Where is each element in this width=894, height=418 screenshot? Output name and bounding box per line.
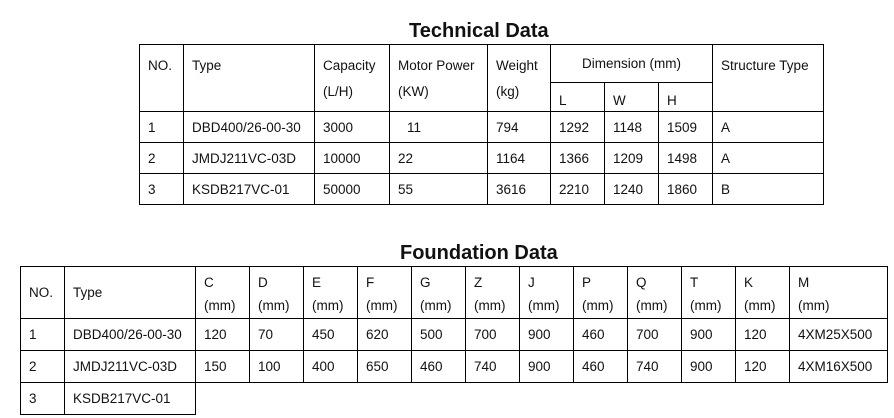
cell-w: 1209 bbox=[605, 143, 659, 174]
cell-motor: 11 bbox=[390, 112, 488, 143]
cell-type: DBD400/26-00-30 bbox=[65, 319, 196, 351]
technical-data-table bbox=[139, 44, 824, 205]
header-col-unit: (mm) bbox=[690, 298, 722, 313]
cell-p: 460 bbox=[574, 351, 628, 383]
cell-l: 1292 bbox=[551, 112, 605, 143]
header-type: Type bbox=[184, 45, 315, 112]
cell-z: 740 bbox=[466, 351, 520, 383]
header-col-label: Q bbox=[636, 275, 647, 290]
header-col-d bbox=[250, 267, 304, 319]
foundation-header-row bbox=[21, 267, 888, 319]
technical-data-title: Technical Data bbox=[409, 20, 549, 42]
header-col-label: T bbox=[690, 275, 699, 290]
header-dimension: Dimension (mm) bbox=[551, 45, 713, 83]
cell-w: 1148 bbox=[605, 112, 659, 143]
cell-f: 620 bbox=[358, 319, 412, 351]
cell-p: 460 bbox=[574, 319, 628, 351]
header-col-j bbox=[520, 267, 574, 319]
header-no: NO. bbox=[21, 267, 65, 319]
header-col-p bbox=[574, 267, 628, 319]
cell-c: 150 bbox=[196, 351, 250, 383]
header-col-t bbox=[682, 267, 736, 319]
cell-type: JMDJ211VC-03D bbox=[184, 143, 315, 174]
header-type: Type bbox=[65, 267, 196, 319]
header-col-q bbox=[628, 267, 682, 319]
cell-t: 900 bbox=[682, 319, 736, 351]
header-col-m bbox=[790, 267, 888, 319]
cell-k: 120 bbox=[736, 319, 790, 351]
header-weight-unit: (kg) bbox=[496, 84, 520, 99]
cell-d: 100 bbox=[250, 351, 304, 383]
cell-no: 2 bbox=[21, 351, 65, 383]
header-motor-power: Motor Power (KW) bbox=[390, 45, 488, 112]
header-col-unit: (mm) bbox=[744, 298, 776, 313]
header-col-unit: (mm) bbox=[312, 298, 344, 313]
header-col-unit: (mm) bbox=[420, 298, 452, 313]
header-capacity-unit: (L/H) bbox=[323, 84, 353, 99]
cell-no: 2 bbox=[140, 143, 184, 174]
table-row bbox=[140, 174, 824, 205]
header-col-unit: (mm) bbox=[798, 298, 830, 313]
header-dim-w: W bbox=[605, 83, 659, 112]
header-col-label: M bbox=[798, 275, 810, 290]
cell-type: DBD400/26-00-30 bbox=[184, 112, 315, 143]
cell-e: 400 bbox=[304, 351, 358, 383]
cell-w: 1240 bbox=[605, 174, 659, 205]
cell-weight: 794 bbox=[488, 112, 551, 143]
foundation-data-title: Foundation Data bbox=[400, 242, 558, 264]
cell-j: 900 bbox=[520, 351, 574, 383]
header-col-unit: (mm) bbox=[366, 298, 398, 313]
header-col-label: D bbox=[258, 275, 268, 290]
header-col-label: P bbox=[582, 275, 592, 290]
header-col-f bbox=[358, 267, 412, 319]
cell-g: 460 bbox=[412, 351, 466, 383]
cell-capacity: 50000 bbox=[315, 174, 390, 205]
cell-no: 3 bbox=[21, 383, 65, 415]
header-col-label: F bbox=[366, 275, 375, 290]
cell-d: 70 bbox=[250, 319, 304, 351]
cell-capacity: 3000 bbox=[315, 112, 390, 143]
cell-structure: A bbox=[713, 143, 824, 174]
table-row bbox=[140, 143, 824, 174]
cell-q: 740 bbox=[628, 351, 682, 383]
header-col-label: K bbox=[744, 275, 754, 290]
header-weight: Weight (kg) bbox=[488, 45, 551, 112]
cell-l: 1366 bbox=[551, 143, 605, 174]
header-col-unit: (mm) bbox=[528, 298, 560, 313]
cell-structure: B bbox=[713, 174, 824, 205]
cell-capacity: 10000 bbox=[315, 143, 390, 174]
header-col-unit: (mm) bbox=[636, 298, 668, 313]
cell-weight: 3616 bbox=[488, 174, 551, 205]
header-col-label: Z bbox=[474, 275, 483, 290]
cell-type: JMDJ211VC-03D bbox=[65, 351, 196, 383]
header-col-e bbox=[304, 267, 358, 319]
cell-no: 1 bbox=[21, 319, 65, 351]
header-motor-unit: (KW) bbox=[398, 84, 429, 99]
header-capacity: Capacity (L/H) bbox=[315, 45, 390, 112]
cell-q: 700 bbox=[628, 319, 682, 351]
table-row bbox=[21, 383, 888, 415]
cell-motor: 55 bbox=[390, 174, 488, 205]
header-structure-type: Structure Type bbox=[713, 45, 824, 112]
cell-c: 120 bbox=[196, 319, 250, 351]
cell-k: 120 bbox=[736, 351, 790, 383]
cell-type: KSDB217VC-01 bbox=[65, 383, 196, 415]
table-row bbox=[21, 351, 888, 383]
cell-motor: 22 bbox=[390, 143, 488, 174]
header-col-z bbox=[466, 267, 520, 319]
header-col-c bbox=[196, 267, 250, 319]
header-col-label: C bbox=[204, 275, 214, 290]
cell-t: 900 bbox=[682, 351, 736, 383]
header-col-g bbox=[412, 267, 466, 319]
empty-cell bbox=[196, 383, 888, 415]
header-col-unit: (mm) bbox=[474, 298, 506, 313]
cell-structure: A bbox=[713, 112, 824, 143]
cell-no: 1 bbox=[140, 112, 184, 143]
header-col-unit: (mm) bbox=[258, 298, 290, 313]
cell-e: 450 bbox=[304, 319, 358, 351]
header-col-label: G bbox=[420, 275, 431, 290]
header-dim-l: L bbox=[551, 83, 605, 112]
cell-h: 1860 bbox=[659, 174, 713, 205]
cell-h: 1498 bbox=[659, 143, 713, 174]
cell-no: 3 bbox=[140, 174, 184, 205]
table-row bbox=[21, 319, 888, 351]
header-col-k bbox=[736, 267, 790, 319]
cell-g: 500 bbox=[412, 319, 466, 351]
header-col-label: J bbox=[528, 275, 535, 290]
header-col-label: E bbox=[312, 275, 322, 290]
header-col-unit: (mm) bbox=[582, 298, 614, 313]
header-no: NO. bbox=[140, 45, 184, 112]
cell-m: 4XM25X500 bbox=[790, 319, 888, 351]
cell-z: 700 bbox=[466, 319, 520, 351]
table-row bbox=[140, 112, 824, 143]
header-col-unit: (mm) bbox=[204, 298, 236, 313]
cell-m: 4XM16X500 bbox=[790, 351, 888, 383]
cell-f: 650 bbox=[358, 351, 412, 383]
cell-h: 1509 bbox=[659, 112, 713, 143]
foundation-data-table bbox=[20, 266, 888, 415]
cell-type: KSDB217VC-01 bbox=[184, 174, 315, 205]
cell-weight: 1164 bbox=[488, 143, 551, 174]
cell-j: 900 bbox=[520, 319, 574, 351]
cell-l: 2210 bbox=[551, 174, 605, 205]
header-dim-h: H bbox=[659, 83, 713, 112]
